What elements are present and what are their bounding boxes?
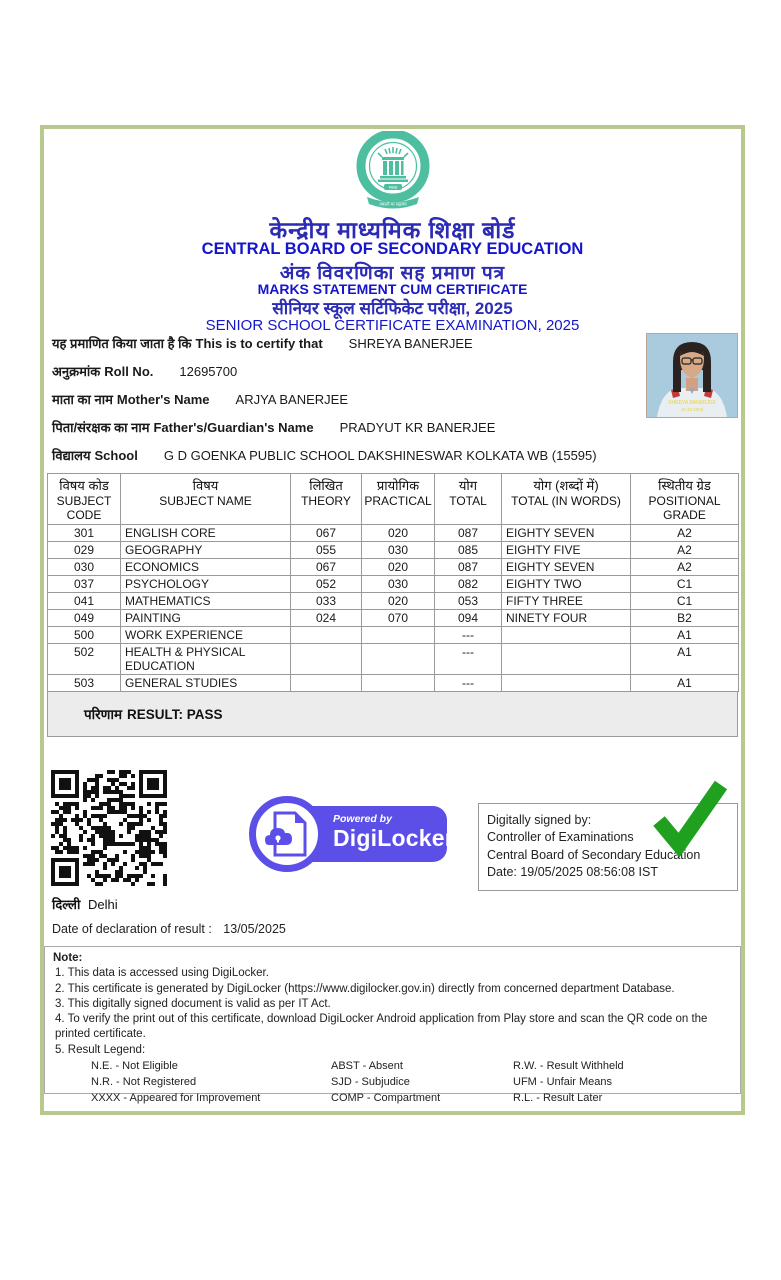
subject-cell: 030 [362,576,435,593]
father-label-hindi: पिता/संरक्षक का नाम [52,420,150,435]
photo-caption: SHREYA BANERJEE [668,400,716,406]
column-header: योग (शब्दों में) TOTAL (IN WORDS) [502,474,631,525]
subject-row [48,542,739,559]
father-name: PRADYUT KR BANERJEE [339,419,496,435]
subject-cell [362,675,435,692]
signature-checkmark-icon [645,779,731,859]
subject-cell: 087 [435,525,502,542]
cbse-logo [44,131,741,218]
mother-row [52,385,642,413]
board-title-hindi: केन्द्रीय माध्यमिक शिक्षा बोर्ड [269,217,516,243]
certificate-frame [40,125,745,1115]
signature-line-3: Central Board of Secondary Education [487,847,701,862]
subject-cell: --- [435,644,502,675]
column-header: योग TOTAL [435,474,502,525]
marks-table [47,473,739,692]
place-line [52,895,118,913]
signature-line-2: Controller of Examinations [487,830,634,845]
subject-cell: 030 [48,559,121,576]
legend-item: ABST - Absent [331,1059,403,1072]
subject-row [48,644,739,675]
subject-cell [291,644,362,675]
candidate-details [52,329,642,469]
column-header: प्रायोगिक PRACTICAL [362,474,435,525]
subject-cell: NINETY FOUR [502,610,631,627]
subject-cell: 087 [435,559,502,576]
subject-cell: EIGHTY TWO [502,576,631,593]
legend-item: COMP - Compartment [331,1091,441,1104]
result-label-hindi: परिणाम [84,707,123,722]
subject-row [48,610,739,627]
subject-cell: HEALTH & PHYSICAL EDUCATION [121,644,291,675]
roll-label-hindi: अनुक्रमांक [52,364,101,379]
note-line: 2. This certificate is generated by DigiLocker (https://www.digilocker.gov.in) directly from concerned department Database. [55,982,675,995]
legend-column-1 [91,1059,331,1107]
cbse-logo-icon [349,131,437,213]
document-title-hindi: अंक विवरणिका सह प्रमाण पत्र [279,263,506,284]
subject-cell: 067 [291,559,362,576]
signature-line-1: Digitally signed by: [487,813,592,827]
subject-cell: ENGLISH CORE [121,525,291,542]
subject-cell: PAINTING [121,610,291,627]
note-title: Note: [53,952,83,964]
subject-cell: 033 [291,593,362,610]
result-strip [47,692,738,737]
digilocker-badge [249,795,484,871]
subject-cell: A2 [631,559,739,576]
subject-cell: 055 [291,542,362,559]
subject-cell: 070 [362,610,435,627]
school-label-hindi: विद्यालय [52,448,91,463]
legend-item: N.E. - Not Eligible [91,1059,178,1072]
subject-cell: 020 [362,593,435,610]
subject-cell [291,675,362,692]
signature-line-4: Date: 19/05/2025 08:56:08 IST [487,864,658,879]
subject-cell: --- [435,675,502,692]
mother-label-hindi: माता का नाम [52,392,113,407]
note-line: 4. To verify the print out of this certificate, download DigiLocker Android application from Play store and scan the QR code on the printed certificate. [55,1013,708,1041]
svg-text:10.10.2006: 10.10.2006 [680,407,704,412]
subject-row [48,593,739,610]
subject-cell: A2 [631,542,739,559]
note-line: 1. This data is accessed using DigiLocker. [55,967,269,980]
subject-cell: 082 [435,576,502,593]
subject-cell: EIGHTY SEVEN [502,559,631,576]
column-header: विषय कोड SUBJECT CODE [48,474,121,525]
exam-title-english: SENIOR SCHOOL CERTIFICATE EXAMINATION, 2025 [205,317,580,334]
certify-row [52,329,642,357]
legend-item: N.R. - Not Registered [91,1075,197,1088]
mother-name: ARJYA BANERJEE [235,391,348,407]
digilocker-logo-icon [249,796,325,872]
marks-section [47,473,738,737]
svg-text:असतो मा सद्गमय: असतो मा सद्गमय [378,201,407,207]
document-title-english: MARKS STATEMENT CUM CERTIFICATE [257,281,528,297]
subject-cell: --- [435,627,502,644]
subject-row [48,627,739,644]
subject-cell: B2 [631,610,739,627]
board-title-english: CENTRAL BOARD OF SECONDARY EDUCATION [201,240,584,258]
note-lines [53,966,732,1058]
roll-label-english: Roll No. [104,364,154,379]
subject-cell: 037 [48,576,121,593]
candidate-name: SHREYA BANERJEE [348,335,473,351]
subject-cell: 020 [362,559,435,576]
subject-cell: 085 [435,542,502,559]
result-value: RESULT: PASS [127,706,223,722]
subject-cell [291,627,362,644]
subject-cell: 029 [48,542,121,559]
school-label-english: School [94,448,138,463]
legend-item: R.W. - Result Withheld [513,1059,624,1072]
subject-cell: 049 [48,610,121,627]
subject-cell [502,675,631,692]
roll-row [52,357,642,385]
subject-cell: 053 [435,593,502,610]
qr-code [50,769,168,887]
svg-text:भारत: भारत [388,184,397,190]
subject-cell: EIGHTY SEVEN [502,525,631,542]
subject-cell: 500 [48,627,121,644]
subject-cell: A1 [631,627,739,644]
note-line: 5. Result Legend: [55,1043,146,1056]
certify-label-english: This is to certify that [195,336,323,351]
school-row [52,441,642,469]
subject-cell [362,627,435,644]
declaration-date: 13/05/2025 [223,922,286,936]
subject-row [48,576,739,593]
powered-by-label: Powered by [333,813,392,825]
place-hindi: दिल्ली [52,897,81,912]
subject-row [48,525,739,542]
legend-item: R.L. - Result Later [513,1091,603,1104]
subject-cell: 067 [291,525,362,542]
result-legend [91,1059,732,1107]
certify-label-hindi: यह प्रमाणित किया जाता है कि [52,336,192,351]
subject-cell: EIGHTY FIVE [502,542,631,559]
note-box [44,946,741,1104]
digilocker-brand-label: DigiLocker [333,825,454,851]
subject-cell: GEOGRAPHY [121,542,291,559]
subject-cell: 041 [48,593,121,610]
subject-cell: GENERAL STUDIES [121,675,291,692]
subject-cell: A1 [631,675,739,692]
column-header: लिखित THEORY [291,474,362,525]
school-name: G D GOENKA PUBLIC SCHOOL DAKSHINESWAR KOLKATA WB (15595) [163,447,597,463]
subject-cell: WORK EXPERIENCE [121,627,291,644]
legend-item: XXXX - Appeared for Improvement [91,1091,261,1104]
subject-row [48,559,739,576]
column-header: विषय SUBJECT NAME [121,474,291,525]
subject-cell: 503 [48,675,121,692]
subject-cell: 094 [435,610,502,627]
subject-cell: PSYCHOLOGY [121,576,291,593]
student-photo-image [647,334,737,417]
subject-cell: A2 [631,525,739,542]
subject-cell: 502 [48,644,121,675]
declaration-label: Date of declaration of result : [52,922,212,936]
subject-cell: 052 [291,576,362,593]
subject-cell [362,644,435,675]
column-header: स्थितीय ग्रेड POSITIONAL GRADE [631,474,739,525]
declaration-line [52,922,286,936]
subject-cell: C1 [631,576,739,593]
place-english: Delhi [87,897,118,912]
father-label-english: Father's/Guardian's Name [153,420,314,435]
marks-table-header-row [48,474,739,525]
roll-number: 12695700 [179,363,238,379]
exam-title-hindi: सीनियर स्कूल सर्टिफिकेट परीक्षा, 2025 [272,299,513,318]
legend-column-3 [513,1059,624,1107]
mother-label-english: Mother's Name [116,392,210,407]
subject-cell [502,627,631,644]
subject-cell: ECONOMICS [121,559,291,576]
subject-cell: 301 [48,525,121,542]
note-line: 3. This digitally signed document is valid as per IT Act. [55,997,331,1010]
qr-code-image [50,769,168,887]
subject-row [48,675,739,692]
legend-item: UFM - Unfair Means [513,1075,613,1088]
legend-column-2 [331,1059,513,1107]
subject-cell: MATHEMATICS [121,593,291,610]
legend-item: SJD - Subjudice [331,1075,410,1088]
subject-cell: FIFTY THREE [502,593,631,610]
subject-cell: 024 [291,610,362,627]
father-row [52,413,642,441]
subject-cell: 030 [362,542,435,559]
subject-cell: A1 [631,644,739,675]
subject-cell [502,644,631,675]
subject-cell: C1 [631,593,739,610]
student-photo [646,333,738,418]
subject-cell: 020 [362,525,435,542]
